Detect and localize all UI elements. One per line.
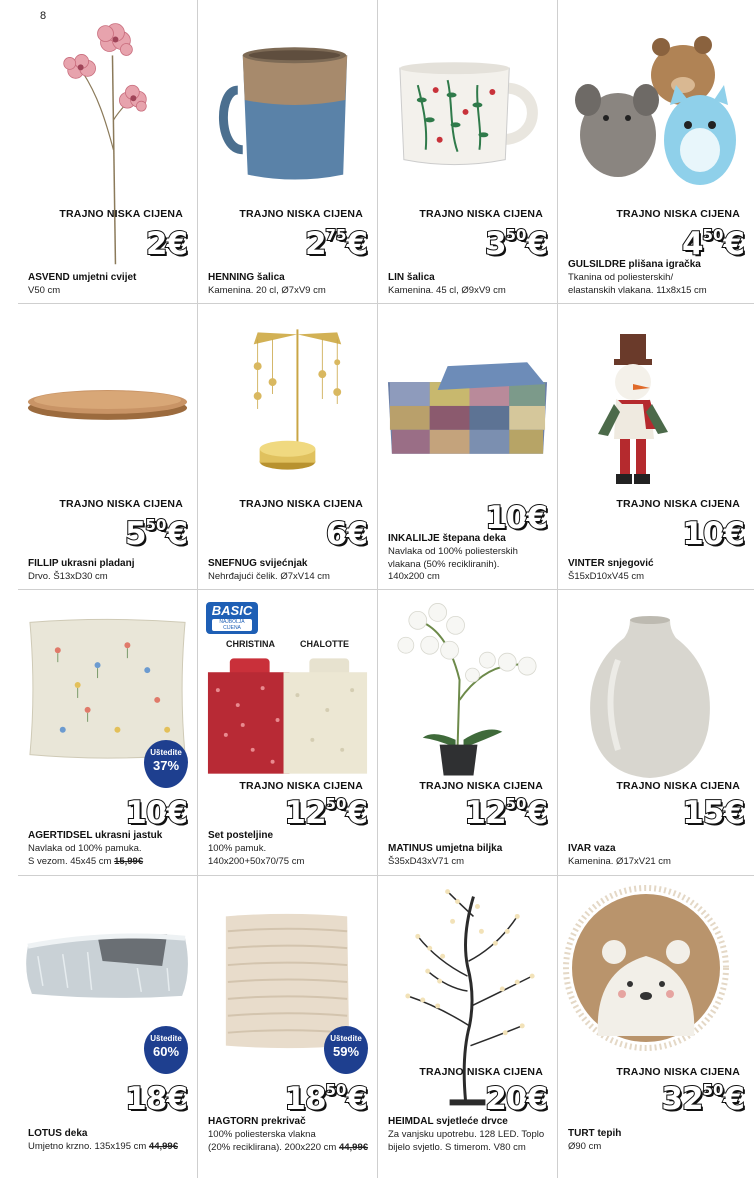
price: $18^{50}€$: [284, 1081, 367, 1117]
product-desc: 100% pamuk. 140x200+50x70/75 cm: [208, 843, 305, 867]
product-name: VINTER snjegović: [568, 558, 654, 569]
old-price: 15,99€: [114, 855, 144, 867]
product-card-vinter[interactable]: [558, 304, 754, 590]
product-name: AGERTIDSEL ukrasni jastuk: [28, 830, 163, 841]
product-desc: Kamenina. Ø17xV21 cm: [568, 856, 671, 867]
product-name: HENNING šalica: [208, 272, 285, 283]
price: $2^{75}€$: [304, 226, 367, 262]
product-card-snefnug[interactable]: [198, 304, 378, 590]
product-card-turt[interactable]: [558, 876, 754, 1178]
bedding-icon: [198, 650, 377, 780]
product-name: MATINUS umjetna biljka: [388, 843, 503, 854]
product-card-inkalilje[interactable]: [378, 304, 558, 590]
product-name: Set posteljine: [208, 830, 274, 841]
vase-icon: [558, 590, 754, 780]
christmas-mug-icon: [378, 0, 557, 200]
savings-badge: Uštedite 59%: [324, 1026, 368, 1074]
product-card-hagtorn[interactable]: [198, 876, 378, 1178]
price: $3^{50}€$: [484, 226, 547, 262]
product-desc: V50 cm: [28, 285, 61, 296]
product-grid: [18, 0, 754, 1178]
mug-icon: [198, 0, 377, 200]
product-desc: Navlaka od 100% poliesterskih vlakana (50% recikliranih). 140x200 cm: [388, 546, 518, 582]
price-tag-label: TRAJNO NISKA CIJENA: [59, 498, 183, 510]
product-card-set-posteljine[interactable]: [198, 590, 378, 876]
product-name: ASVEND umjetni cvijet: [28, 272, 137, 283]
product-desc: Umjetno krzno. 135x195 cm 44,99€: [28, 1141, 178, 1152]
price: 10€: [485, 500, 547, 536]
product-card-gulsildre[interactable]: [558, 0, 754, 304]
page-number: 8: [40, 10, 47, 22]
price-tag-label: TRAJNO NISKA CIJENA: [239, 498, 363, 510]
price: $12^{50}€$: [284, 795, 367, 831]
product-desc: Kamenina. 20 cl, Ø7xV9 cm: [208, 285, 326, 296]
variant-label: CHRISTINA: [226, 639, 275, 649]
price-tag-label: TRAJNO NISKA CIJENA: [419, 780, 543, 792]
product-card-lotus[interactable]: [18, 876, 198, 1178]
product-desc: Za vanjsku upotrebu. 128 LED. Toplo bijelo svjetlo. S timerom. V80 cm: [388, 1129, 545, 1153]
price: $32^{50}€$: [661, 1081, 744, 1117]
price: 20€: [485, 1081, 547, 1117]
product-name: HEIMDAL svjetleće drvce: [388, 1116, 508, 1127]
product-card-henning[interactable]: [198, 0, 378, 304]
product-card-matinus[interactable]: [378, 590, 558, 876]
product-desc: Navlaka od 100% pamuka. S vezom. 45x45 cm 15,99€: [28, 843, 144, 867]
product-name: FILLIP ukrasni pladanj: [28, 558, 135, 569]
product-name: GULSILDRE plišana igračka: [568, 259, 701, 270]
product-card-agertidsel[interactable]: [18, 590, 198, 876]
price: $4^{50}€$: [681, 226, 744, 262]
product-name: LOTUS deka: [28, 1128, 88, 1139]
orchid-icon: [378, 590, 557, 780]
price-tag-label: TRAJNO NISKA CIJENA: [616, 1066, 740, 1078]
old-price: 44,99€: [148, 1141, 178, 1152]
basic-badge: BASIC NAJBOLJA CIJENA: [206, 602, 258, 634]
product-card-fillip[interactable]: [18, 304, 198, 590]
price: $5^{50}€$: [124, 516, 187, 552]
snowman-icon: [558, 304, 754, 499]
variant-label: CHALOTTE: [300, 639, 349, 649]
price-tag-label: TRAJNO NISKA CIJENA: [419, 1066, 543, 1078]
product-desc: Drvo. Š13xD30 cm: [28, 571, 108, 582]
product-desc: Kamenina. 45 cl, Ø9xV9 cm: [388, 285, 506, 296]
price: 10€: [682, 516, 744, 552]
price-tag-label: TRAJNO NISKA CIJENA: [616, 780, 740, 792]
product-card-lin[interactable]: [378, 0, 558, 304]
product-desc: Nehrđajući čelik. Ø7xV14 cm: [208, 571, 330, 582]
wooden-tray-icon: [18, 304, 197, 494]
price: 15€: [682, 795, 744, 831]
product-name: INKALILJE štepana deka: [388, 533, 506, 544]
product-desc: Š35xD43xV71 cm: [388, 856, 465, 867]
price: $12^{50}€$: [464, 795, 547, 831]
price-tag-label: TRAJNO NISKA CIJENA: [616, 208, 740, 220]
price-tag-label: TRAJNO NISKA CIJENA: [419, 208, 543, 220]
old-price: 44,99€: [338, 1141, 369, 1153]
product-card-ivar[interactable]: [558, 590, 754, 876]
light-tree-icon: [378, 876, 557, 1116]
product-card-heimdal[interactable]: [378, 876, 558, 1178]
product-name: LIN šalica: [388, 272, 435, 283]
price: 2€: [145, 226, 187, 262]
product-name: TURT tepih: [568, 1128, 622, 1139]
price-tag-label: TRAJNO NISKA CIJENA: [59, 208, 183, 220]
quilt-icon: [378, 304, 557, 494]
product-name: IVAR vaza: [568, 843, 616, 854]
plush-toys-icon: [558, 0, 754, 200]
product-desc: Ø90 cm: [568, 1141, 602, 1152]
price: 10€: [125, 795, 187, 831]
price: 6€: [325, 516, 367, 552]
product-name: SNEFNUG svijećnjak: [208, 558, 308, 569]
bear-rug-icon: [558, 876, 754, 1066]
candle-holder-icon: [198, 304, 377, 499]
price: 18€: [125, 1081, 187, 1117]
product-desc: Tkanina od poliesterskih/ elastanskih vlakana. 11x8x15 cm: [568, 272, 707, 296]
savings-badge: Uštedite 37%: [144, 740, 188, 788]
product-card-asvend[interactable]: [18, 0, 198, 304]
product-desc: Š15xD10xV45 cm: [568, 571, 645, 582]
price-tag-label: TRAJNO NISKA CIJENA: [239, 780, 363, 792]
price-tag-label: TRAJNO NISKA CIJENA: [616, 498, 740, 510]
savings-badge: Uštedite 60%: [144, 1026, 188, 1074]
product-name: HAGTORN prekrivač: [208, 1116, 306, 1127]
price-tag-label: TRAJNO NISKA CIJENA: [239, 208, 363, 220]
product-desc: 100% poliesterska vlakna (20% reciklirana). 200x220 cm 44,99€: [208, 1129, 369, 1153]
